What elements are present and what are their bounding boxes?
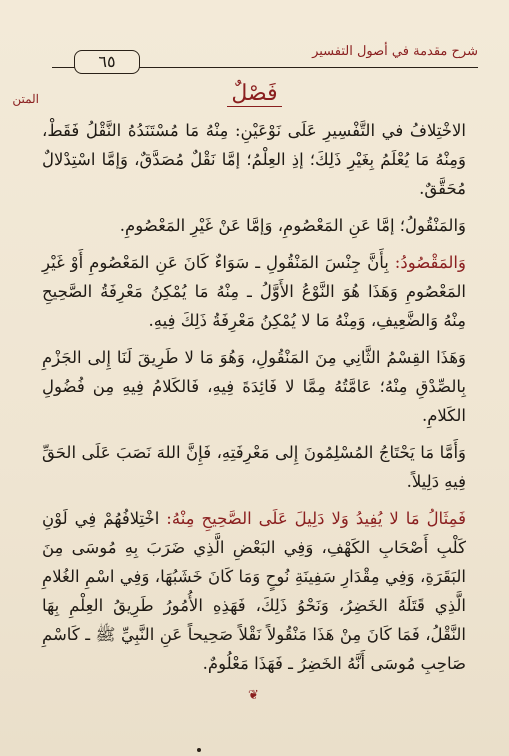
end-ornament: ❦ <box>248 688 261 703</box>
running-title: شرح مقدمة في أصول التفسير <box>312 44 478 59</box>
paragraph-2: وَالمَنْقُولُ؛ إمَّا عَنِ المَعْصُومِ، وَإمَّا عَنْ غَيْرِ المَعْصُومِ. <box>119 216 466 235</box>
section-heading-text: فَصْلٌ <box>227 81 281 107</box>
page-number: ٦٥ <box>74 50 140 74</box>
margin-label-matn: المتن <box>12 92 39 106</box>
page-dot <box>197 748 201 752</box>
paragraph-5: وَأَمَّا مَا يَحْتَاجُ المُسْلِمُونَ إِلى مَعْرِفَتِهِ، فَإِنَّ اللهَ نَصَبَ عَلَى الحَقِّ فِيهِ دَلِيلاً. <box>42 443 466 491</box>
paragraph-1: الاخْتِلافُ في التَّفْسِيرِ عَلَى نَوْعَيْنِ: مِنْهُ مَا مُسْتَنَدُهُ النَّقْلُ فَقَطْ، وَمِنْهُ مَا يُعْلَمُ بِغَيْرِ ذَلِكَ؛ إذِ العِلْمُ؛ إمَّا نَقْلٌ مُصَدَّقٌ، وَإمَّا اسْتِدْلالٌ مُحَقَّقٌ. <box>42 121 466 198</box>
paragraph-6: فَمِثَالُ مَا لا يُفِيدُ وَلا دَلِيلَ عَلَى الصَّحِيحِ مِنْهُ: اخْتِلافُهُمْ فِي لَوْنِ كَلْبِ أَصْحَابِ الكَهْفِ، وَفِي البَعْضِ الَّذِي ضَرَبَ بِهِ مُوسَى مِنَ البَقَرَةِ، وَفِي مِقْدَارِ سَفِينَةِ نُوحٍ وَمَا كَانَ خَشَبُهَا، وَفِي اسْمِ الغُلامِ الَّذِي قَتَلَهُ الخَضِرُ، وَنَحْوُ ذَلِكَ، فَهَذِهِ الأُمُورُ طَرِيقُ العِلْمِ بِهَا النَّقْلُ، فَمَا كَانَ مِنْ هَذَا مَنْقُولاً نَقْلاً صَحِيحاً عَنِ النَّبِيِّ ﷺ ـ كَاسْمِ صَاحِبِ مُوسَى أَنَّهُ الخَضِرُ ـ فَهَذَا مَعْلُومٌ. <box>42 509 466 673</box>
main-text <box>42 116 466 678</box>
section-heading <box>0 81 509 106</box>
paragraph-lead: وَالمَقْصُودُ: <box>394 253 466 272</box>
page-header <box>52 44 478 74</box>
paragraph-4: وَهَذَا القِسْمُ الثَّانِي مِنَ المَنْقُولِ، وَهُوَ مَا لا طَرِيقَ لَنَا إِلى الجَزْمِ بِالصِّدْقِ مِنْهُ؛ عَامَّتُهُ مِمَّا لا فَائِدَةَ فِيهِ، فَالكَلامُ فِيهِ مِن فُضُولِ الكَلامِ. <box>42 348 466 425</box>
paragraph-3: وَالمَقْصُودُ: بِأَنَّ جِنْسَ المَنْقُولِ ـ سَوَاءٌ كَانَ عَنِ المَعْصُومِ أَوْ غَيْرِ المَعْصُومِ وَهَذَا هُوَ النَّوْعُ الأَوَّلُ ـ مِنْهُ مَا يُمْكِنُ مَعْرِفَةُ الصَّحِيحِ مِنْهُ وَالضَّعِيفِ، وَمِنْهُ مَا لا يُمْكِنُ مَعْرِفَةُ ذَلِكَ فِيهِ. <box>42 253 466 330</box>
paragraph-lead: فَمِثَالُ مَا لا يُفِيدُ وَلا دَلِيلَ عَلَى الصَّحِيحِ مِنْهُ: <box>166 509 466 528</box>
